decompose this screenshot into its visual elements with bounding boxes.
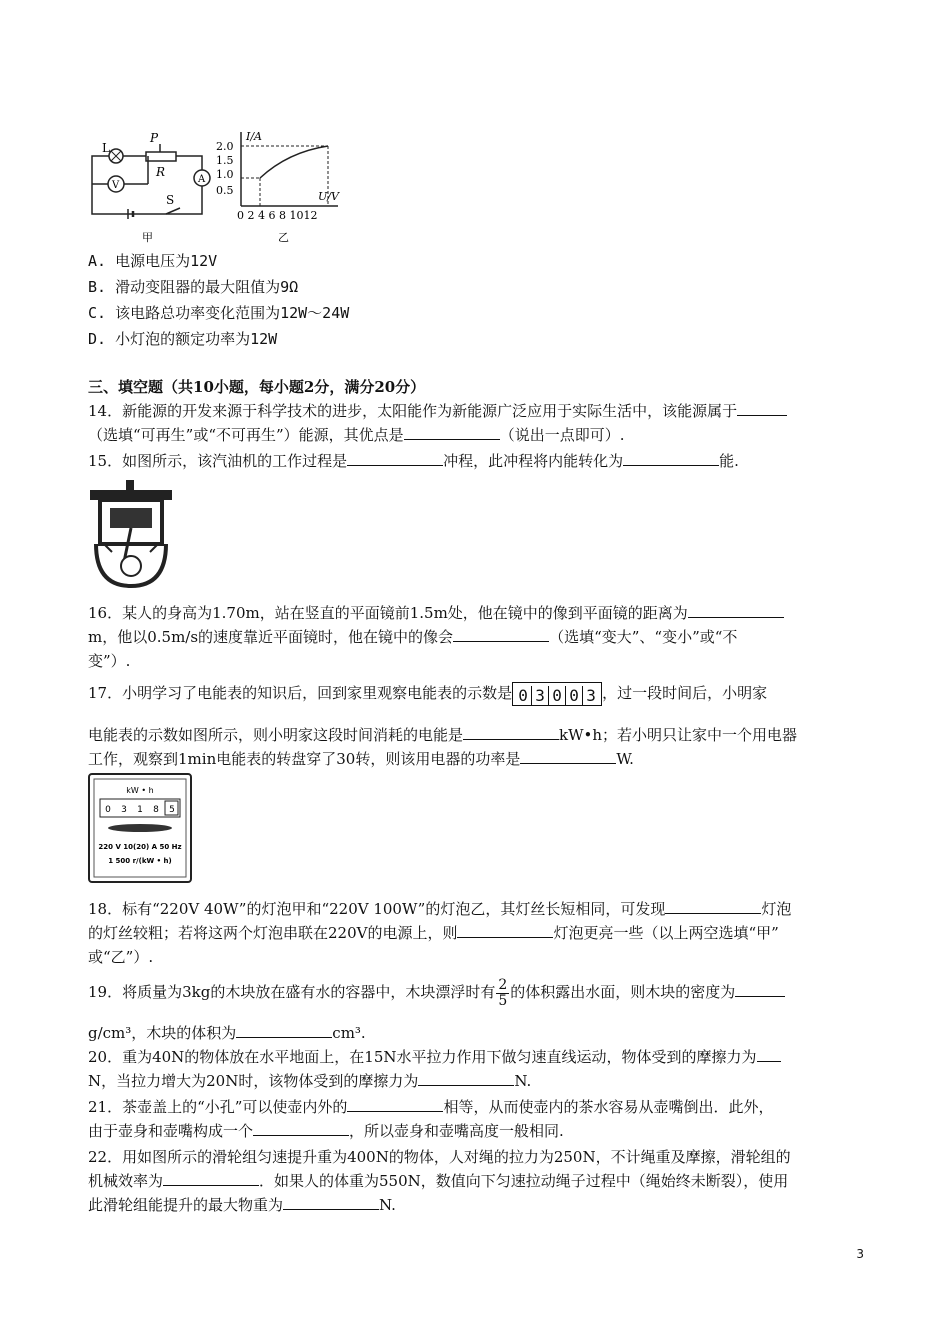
answer-blank[interactable] bbox=[453, 626, 549, 642]
meter-spec2: 1 500 r/(kW • h) bbox=[108, 857, 172, 865]
q18-text: 灯泡 bbox=[761, 900, 792, 918]
q19-text: 19．将质量为3kg的木块放在盛有水的容器中，木块漂浮时有 bbox=[88, 983, 496, 1001]
figure-engine bbox=[88, 478, 174, 590]
q16-text: （选填“变大”、“变小”或“不 bbox=[549, 628, 738, 646]
q19-line1 bbox=[88, 976, 785, 1009]
q16-line3: 变”）. bbox=[88, 652, 131, 670]
q20-line2 bbox=[88, 1070, 531, 1092]
q14-line2 bbox=[88, 424, 624, 446]
answer-blank[interactable] bbox=[404, 424, 500, 440]
q17-text: 17．小明学习了电能表的知识后，回到家里观察电能表的示数是 bbox=[88, 684, 513, 702]
q18-text: 18．标有“220V 40W”的灯泡甲和“220V 100W”的灯泡乙，其灯丝长短相同，可发现 bbox=[88, 900, 666, 918]
answer-blank[interactable] bbox=[520, 748, 616, 764]
engine-svg bbox=[88, 478, 174, 590]
q22-text: N. bbox=[379, 1196, 396, 1214]
option-b: B. 滑动变阻器的最大阻值为9Ω bbox=[88, 278, 299, 296]
q15-text: 15．如图所示，该汽油机的工作过程是 bbox=[88, 452, 348, 470]
meter-digit: 1 bbox=[137, 805, 143, 815]
q22-text: 机械效率为 bbox=[88, 1172, 164, 1190]
answer-blank[interactable] bbox=[623, 450, 719, 466]
answer-blank[interactable] bbox=[253, 1120, 349, 1136]
q22-text: 此滑轮组能提升的最大物重为 bbox=[88, 1196, 284, 1214]
q17-text: ，过一段时间后，小明家 bbox=[602, 684, 768, 702]
caption-right: 乙 bbox=[278, 231, 289, 244]
answer-blank[interactable] bbox=[688, 602, 784, 618]
q18-line2 bbox=[88, 922, 779, 944]
digit: 0 bbox=[518, 686, 528, 705]
y-tick: 0.5 bbox=[216, 184, 234, 197]
option-a: A. 电源电压为12V bbox=[88, 252, 218, 270]
meter-svg bbox=[88, 773, 192, 883]
q22-text: ．如果人的体重为550N，数值向下匀速拉动绳子过程中（绳始终未断裂），使用 bbox=[259, 1172, 789, 1190]
q20-text: N. bbox=[514, 1072, 532, 1090]
q17-text: 工作，观察到1min电能表的转盘穿了30转，则该用电器的功率是 bbox=[88, 750, 521, 768]
q18-text: 的灯丝较粗；若将这两个灯泡串联在220V的电源上，则 bbox=[88, 924, 458, 942]
graph-curve bbox=[260, 146, 328, 178]
answer-blank[interactable] bbox=[418, 1070, 514, 1086]
q21-text: 由于壶身和壶嘴构成一个 bbox=[88, 1122, 254, 1140]
q17-line3 bbox=[88, 748, 634, 770]
q16-text: m，他以0.5m/s的速度靠近平面镜时，他在镜中的像会 bbox=[88, 628, 454, 646]
q16-line1 bbox=[88, 602, 784, 624]
meter-digit: 5 bbox=[169, 805, 175, 815]
fraction-numerator: 2 bbox=[498, 976, 508, 993]
answer-blank[interactable] bbox=[283, 1194, 379, 1210]
x-axis-label: U/V bbox=[318, 190, 339, 203]
answer-blank[interactable] bbox=[757, 1046, 781, 1062]
q19-line2 bbox=[88, 1022, 366, 1044]
q21-text: 相等，从而使壶内的茶水容易从壶嘴倒出．此外， bbox=[443, 1098, 774, 1116]
q21-text: 21．茶壶盖上的“小孔”可以使壶内外的 bbox=[88, 1098, 348, 1116]
q14-text: （选填“可再生”或“不可再生”）能源，其优点是 bbox=[88, 426, 404, 444]
label-A: A bbox=[198, 174, 206, 185]
piston-icon bbox=[110, 508, 152, 528]
answer-blank[interactable] bbox=[735, 981, 785, 997]
label-V: V bbox=[112, 180, 120, 191]
meter-reading-box bbox=[512, 682, 602, 706]
answer-blank[interactable] bbox=[463, 724, 559, 740]
spark-plug-icon bbox=[126, 480, 134, 492]
meter-digit: 0 bbox=[105, 805, 111, 815]
page-number: 3 bbox=[856, 1247, 864, 1261]
answer-blank[interactable] bbox=[347, 1096, 443, 1112]
q17-text: W. bbox=[616, 750, 634, 768]
q14-text: （说出一点即可）. bbox=[499, 426, 625, 444]
y-tick: 2.0 bbox=[216, 140, 234, 153]
q21-line2 bbox=[88, 1120, 564, 1142]
answer-blank[interactable] bbox=[236, 1022, 332, 1038]
label-R: R bbox=[156, 165, 166, 179]
label-L: L bbox=[102, 141, 110, 155]
q22-line3 bbox=[88, 1194, 396, 1216]
answer-blank[interactable] bbox=[457, 922, 553, 938]
meter-spec1: 220 V 10(20) A 50 Hz bbox=[98, 843, 182, 851]
q14-line1 bbox=[88, 400, 787, 422]
q20-line1 bbox=[88, 1046, 781, 1068]
q16-text: 16．某人的身高为1.70m，站在竖直的平面镜前1.5m处，他在镜中的像到平面镜的距离为 bbox=[88, 604, 688, 622]
q22-line1: 22．用如图所示的滑轮组匀速提升重为400N的物体，人对绳的拉力为250N，不计绳重及摩擦，滑轮组的 bbox=[88, 1148, 791, 1166]
answer-blank[interactable] bbox=[163, 1170, 259, 1186]
option-c: C. 该电路总功率变化范围为12W～24W bbox=[88, 304, 350, 322]
q14-text: 14．新能源的开发来源于科学技术的进步，太阳能作为新能源广泛应用于实际生活中，该能源属于 bbox=[88, 402, 738, 420]
x-ticks: 0 2 4 6 8 1012 bbox=[237, 209, 318, 222]
answer-blank[interactable] bbox=[737, 400, 787, 416]
label-P: P bbox=[150, 131, 159, 145]
fraction-denominator: 5 bbox=[498, 992, 508, 1009]
option-d: D. 小灯泡的额定功率为12W bbox=[88, 330, 278, 348]
figure-circuit-and-graph bbox=[88, 128, 363, 246]
q19-text: g/cm³，木块的体积为 bbox=[88, 1024, 237, 1042]
q19-text: 的体积露出水面，则木块的密度为 bbox=[510, 983, 736, 1001]
y-axis-label: I/A bbox=[246, 130, 262, 143]
q20-text: N，当拉力增大为20N时，该物体受到的摩擦力为 bbox=[88, 1072, 419, 1090]
q15-text: 能. bbox=[719, 452, 739, 470]
meter-unit: kW • h bbox=[126, 786, 154, 795]
q18-text: 灯泡更亮一些（以上两空选填“甲” bbox=[553, 924, 779, 942]
section-heading: 三、填空题（共10小题，每小题2分，满分20分） bbox=[88, 378, 426, 396]
q17-text: 电能表的示数如图所示，则小明家这段时间消耗的电能是 bbox=[88, 726, 464, 744]
q22-line2 bbox=[88, 1170, 788, 1192]
q15-line1 bbox=[88, 450, 739, 472]
digit: 0 bbox=[548, 686, 565, 706]
meter-digit: 3 bbox=[121, 805, 127, 815]
crankshaft-icon bbox=[121, 556, 141, 576]
q21-line1 bbox=[88, 1096, 773, 1118]
y-tick: 1.0 bbox=[216, 168, 234, 181]
figure-electric-meter bbox=[88, 773, 192, 883]
y-tick: 1.5 bbox=[216, 154, 234, 167]
q19-text: cm³. bbox=[332, 1024, 366, 1042]
q21-text: ，所以壶身和壶嘴高度一般相同. bbox=[349, 1122, 564, 1140]
q15-text: 冲程，此冲程将内能转化为 bbox=[443, 452, 624, 470]
digit: 3 bbox=[582, 686, 599, 706]
q17-line1 bbox=[88, 680, 767, 706]
q20-text: 20．重为40N的物体放在水平地面上，在15N水平拉力作用下做匀速直线运动，物体受到的摩擦力为 bbox=[88, 1048, 757, 1066]
rheostat-icon bbox=[146, 152, 176, 161]
q17-line2 bbox=[88, 724, 797, 746]
circuit-graph-svg bbox=[88, 128, 363, 246]
digit: 3 bbox=[531, 686, 548, 706]
label-S: S bbox=[166, 193, 175, 207]
digit: 0 bbox=[565, 686, 582, 706]
fraction bbox=[496, 978, 509, 1009]
q17-text: kW•h；若小明只让家中一个用电器 bbox=[559, 726, 798, 744]
answer-blank[interactable] bbox=[347, 450, 443, 466]
meter-disc-icon bbox=[108, 824, 172, 832]
meter-digit: 8 bbox=[153, 805, 159, 815]
q16-line2 bbox=[88, 626, 737, 648]
q18-line1 bbox=[88, 898, 791, 920]
answer-blank[interactable] bbox=[665, 898, 761, 914]
switch-icon bbox=[166, 208, 180, 214]
caption-left: 甲 bbox=[142, 231, 153, 244]
q18-line3: 或“乙”）. bbox=[88, 948, 154, 966]
